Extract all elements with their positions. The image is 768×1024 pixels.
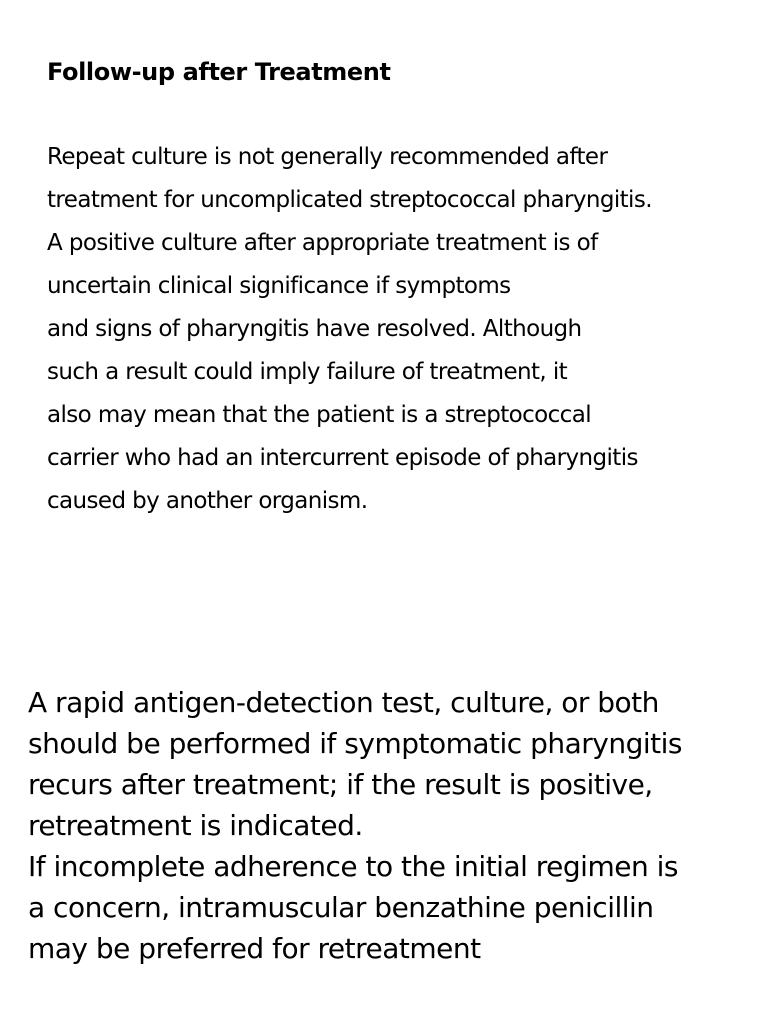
paragraph-line: If incomplete adherence to the initial regimen is [28, 850, 678, 883]
paragraph-line: may be preferred for retreatment [28, 932, 481, 965]
paragraph-line: retreatment is indicated. [28, 809, 363, 842]
paragraph-line: uncertain clinical significance if symptoms [47, 273, 511, 299]
paragraph-line: A positive culture after appropriate treatment is of [47, 230, 598, 256]
paragraph-line: also may mean that the patient is a streptococcal [47, 402, 592, 428]
follow-up-paragraph [47, 136, 747, 523]
paragraph-line: carrier who had an intercurrent episode of pharyngitis [47, 445, 638, 471]
paragraph-line: a concern, intramuscular benzathine penicillin [28, 891, 654, 924]
page-title: Follow-up after Treatment [47, 58, 391, 86]
paragraph-line: recurs after treatment; if the result is positive, [28, 768, 653, 801]
paragraph-line: Repeat culture is not generally recommended after [47, 144, 608, 170]
paragraph-line: and signs of pharyngitis have resolved. Although [47, 316, 582, 342]
paragraph-line: such a result could imply failure of treatment, it [47, 359, 568, 385]
paragraph-line: caused by another organism. [47, 488, 368, 514]
paragraph-line: treatment for uncomplicated streptococcal pharyngitis. [47, 187, 652, 213]
retreatment-paragraph [28, 682, 748, 969]
paragraph-line: should be performed if symptomatic pharyngitis [28, 727, 683, 760]
paragraph-line: A rapid antigen-detection test, culture, or both [28, 686, 659, 719]
